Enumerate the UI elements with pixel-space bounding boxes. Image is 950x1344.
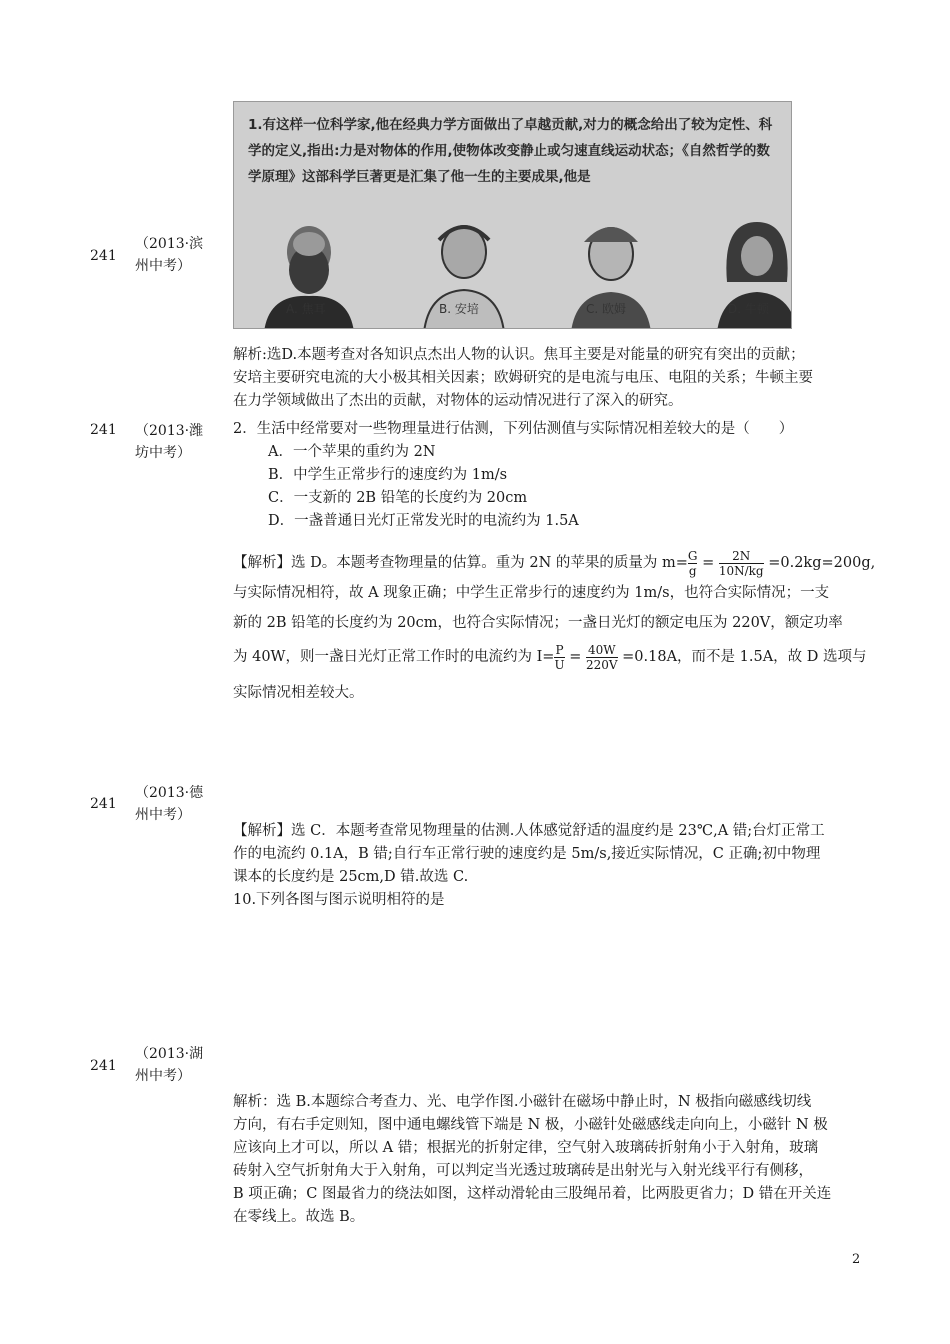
analysis-block-2 — [233, 548, 883, 708]
option-caption: A. 焦耳 — [286, 302, 326, 316]
analysis-line: 实际情况相差较大。 — [233, 685, 364, 701]
source-line: 州中考） — [135, 1068, 191, 1084]
next-question-stem: 10.下列各图与图示说明相符的是 — [233, 892, 445, 908]
analysis-line: 解析:选D.本题考查对各知识点杰出人物的认识。焦耳主要是对能量的研究有突出的贡献； — [233, 347, 805, 363]
option-caption: B. 安培 — [439, 302, 479, 316]
source-line: （2013·潍 — [135, 423, 204, 439]
equals-sign: = — [569, 649, 582, 665]
fraction-num: 2N — [732, 548, 751, 563]
entry-source — [135, 233, 225, 277]
fraction-den: 220V — [585, 657, 618, 672]
analysis-block-4 — [233, 1091, 883, 1229]
source-line: （2013·滨 — [135, 236, 204, 252]
entry-source — [135, 420, 225, 464]
analysis-line: 安培主要研究电流的大小极其相关因素；欧姆研究的是电流与电压、电阻的关系；牛顿主要 — [233, 370, 813, 386]
entry-number: 241 — [90, 796, 117, 812]
source-line: 坊中考） — [135, 445, 191, 461]
analysis-line — [233, 548, 883, 578]
analysis-line: 作的电流约 0.1A，B 错;自行车正常行驶的速度约是 5m/s,接近实际情况，C 正确;初中物理 — [233, 846, 821, 862]
analysis-line: 解析：选 B.本题综合考查力、光、电学作图.小磁针在磁场中静止时，N 极指向磁感线切线 — [233, 1094, 812, 1110]
photo-question-text: 1.有这样一位科学家,他在经典力学方面做出了卓越贡献,对力的概念给出了较为定性、科学的定义,指出:力是对物体的作用,使物体改变静止或匀速直线运动状态；《自然哲学的数学原理》这部科学巨著更是汇集了他一生的主要成果,他是 — [248, 117, 773, 185]
analysis-block-1 — [233, 344, 883, 413]
analysis-text: 为 40W，则一盏日光灯正常工作时的电流约为 I= — [233, 649, 555, 665]
entry-source — [135, 782, 225, 826]
question-photo — [233, 101, 792, 329]
option-caption: C. 欧姆 — [586, 302, 627, 316]
source-line: （2013·德 — [135, 785, 204, 801]
option-item: B．中学生正常步行的速度约为 1m/s — [268, 467, 508, 483]
equals-sign: = — [702, 555, 715, 571]
analysis-text: 【解析】选 D。本题考查物理量的估算。重为 2N 的苹果的质量为 m= — [233, 555, 688, 571]
option-item: D．一盏普通日光灯正常发光时的电流约为 1.5A — [268, 513, 579, 529]
analysis-line: 方向，有右手定则知，图中通电螺线管下端是 N 极，小磁针处磁感线走向向上，小磁针 N 极 — [233, 1117, 828, 1133]
option-item: A．一个苹果的重约为 2N — [268, 444, 436, 460]
fraction — [554, 643, 564, 672]
source-line: 州中考） — [135, 807, 191, 823]
entry-number: 241 — [90, 1058, 117, 1074]
entry-source — [135, 1043, 225, 1087]
fraction-den: 10N/kg — [718, 563, 764, 578]
fraction-num: G — [687, 548, 698, 563]
fraction — [719, 549, 764, 578]
analysis-line — [233, 642, 883, 672]
fraction-den: g — [688, 563, 697, 578]
analysis-line: B 项正确；C 图最省力的绕法如图，这样动滑轮由三股绳吊着，比两股更省力；D 错在开关连 — [233, 1186, 832, 1202]
option-list — [233, 441, 883, 533]
entry-number: 241 — [90, 248, 117, 264]
source-line: （2013·湖 — [135, 1046, 204, 1062]
analysis-line: 与实际情况相符，故 A 现象正确；中学生正常步行的速度约为 1m/s，也符合实际情况；一支 — [233, 585, 830, 601]
question-stem: 2．生活中经常要对一些物理量进行估测，下列估测值与实际情况相差较大的是（ ） — [233, 421, 794, 437]
option-caption: D. 牛顿 — [728, 302, 769, 316]
analysis-text: =0.18A，而不是 1.5A，故 D 选项与 — [622, 649, 867, 665]
analysis-line: 新的 2B 铅笔的长度约为 20cm，也符合实际情况；一盏日光灯的额定电压为 220V，额定功率 — [233, 615, 843, 631]
fraction-num: 40W — [587, 642, 616, 657]
source-line: 州中考） — [135, 258, 191, 274]
option-item: C．一支新的 2B 铅笔的长度约为 20cm — [268, 490, 528, 506]
fraction-den: U — [554, 657, 565, 672]
analysis-line: 【解析】选 C．本题考查常见物理量的估测.人体感觉舒适的温度约是 23℃,A 错;台灯正常工 — [233, 823, 825, 839]
fraction — [586, 643, 618, 672]
fraction — [688, 549, 698, 578]
fraction-num: P — [555, 642, 564, 657]
analysis-text: =0.2kg=200g, — [768, 555, 876, 571]
analysis-line: 在零线上。故选 B。 — [233, 1209, 365, 1225]
analysis-block-3 — [233, 820, 883, 912]
question-2 — [233, 418, 883, 533]
entry-number: 241 — [90, 422, 117, 438]
analysis-line: 应该向上才可以，所以 A 错；根据光的折射定律，空气射入玻璃砖折射角小于入射角，玻璃 — [233, 1140, 819, 1156]
analysis-line: 砖射入空气折射角大于入射角，可以判定当光透过玻璃砖是出射光与入射光线平行有侧移， — [233, 1163, 813, 1179]
page-number: 2 — [852, 1252, 861, 1267]
analysis-line: 在力学领域做出了杰出的贡献，对物体的运动情况进行了深入的研究。 — [233, 393, 683, 409]
analysis-line: 课本的长度约是 25cm,D 错.故选 C. — [233, 869, 469, 885]
